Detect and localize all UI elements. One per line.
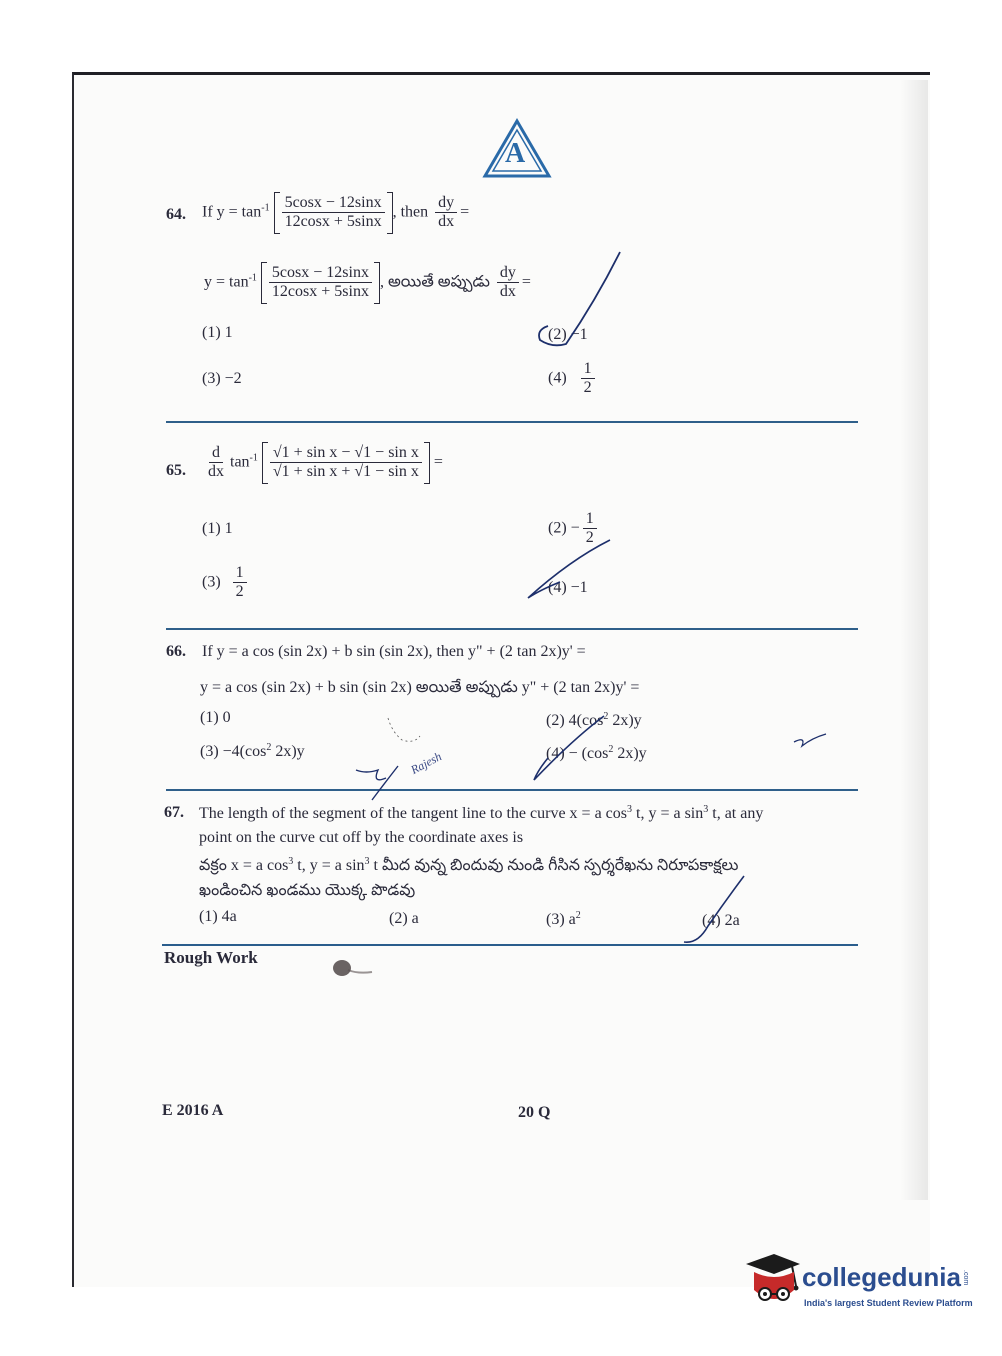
option-label: (3): [202, 573, 221, 591]
question-number: 66.: [166, 643, 186, 660]
denominator: 2: [585, 529, 594, 547]
handwritten-signature: Rajesh: [408, 749, 444, 777]
booklet-code: A: [505, 138, 526, 169]
superscript: 2: [603, 711, 609, 722]
rough-work-label: Rough Work: [164, 948, 258, 967]
text: , అయితే అప్పుడు: [379, 273, 490, 291]
denominator: dx: [499, 283, 516, 301]
numerator: 1: [581, 360, 595, 379]
numerator: 5cosx − 12sinx: [282, 194, 385, 213]
text: =: [460, 203, 470, 221]
text: The length of the segment of the tangent line to the curve x = a cos: [199, 805, 627, 822]
numerator: 5cosx − 12sinx: [269, 264, 372, 283]
superscript: 2: [608, 744, 614, 755]
superscript: 3: [364, 856, 370, 867]
option-4: (4) −1: [548, 579, 588, 596]
question-number: 64.: [166, 206, 186, 223]
option-2: (2) a: [389, 910, 419, 927]
page-number: 20 Q: [518, 1104, 551, 1121]
text: If y = tan: [202, 203, 262, 221]
superscript: 2: [266, 742, 272, 753]
text: =: [521, 273, 531, 291]
numerator: 1: [583, 510, 597, 529]
mascot-icon: [740, 1250, 804, 1316]
numerator: dy: [497, 264, 519, 283]
collegedunia-watermark: [740, 1250, 980, 1320]
denominator: 2: [583, 379, 592, 397]
numerator: √1 + sin x − √1 − sin x: [270, 444, 422, 463]
numerator: 1: [233, 564, 247, 583]
text: y = tan: [204, 273, 249, 291]
option-1: (1) 1: [202, 520, 233, 537]
text: 2x)y: [271, 743, 305, 760]
text: =: [433, 453, 443, 471]
superscript: -1: [248, 272, 257, 284]
text: వక్రం x = a cos: [199, 857, 289, 874]
numerator: d: [209, 444, 223, 463]
text: (3) −4(cos: [200, 743, 267, 760]
denominator: 12cosx + 5sinx: [284, 213, 382, 231]
brand-domain: .com: [962, 1270, 969, 1286]
option-4: (4) 2a: [702, 912, 740, 929]
denominator: dx: [208, 463, 224, 481]
option-label: (4): [548, 369, 567, 387]
text: t, at any: [708, 805, 764, 822]
question-66-english: If y = a cos (sin 2x) + b sin (sin 2x), then y" + (2 tan 2x)y' =: [202, 643, 586, 660]
superscript: 3: [627, 804, 632, 815]
superscript: 2: [575, 910, 581, 921]
denominator: 2: [235, 583, 244, 601]
option-1: (1) 4a: [199, 908, 237, 925]
option-3: (3) −2: [202, 370, 242, 387]
text: tan: [230, 453, 250, 471]
text: (3) a: [546, 911, 576, 928]
question-66-telugu: y = a cos (sin 2x) + b sin (sin 2x) అయితే అప్పుడు y" + (2 tan 2x)y' =: [200, 679, 640, 696]
superscript: 3: [288, 856, 294, 867]
brand-name: collegedunia: [802, 1262, 961, 1292]
text: , then: [392, 203, 429, 221]
denominator: dx: [438, 213, 455, 231]
denominator: 12cosx + 5sinx: [271, 283, 369, 301]
superscript: -1: [249, 452, 258, 464]
superscript: -1: [261, 202, 270, 214]
text: 2x)y: [613, 745, 647, 762]
superscript: 3: [703, 804, 709, 815]
option-1: (1) 1: [202, 324, 233, 341]
text: 2x)y: [608, 712, 642, 729]
option-label: (2) −: [548, 519, 580, 537]
denominator: √1 + sin x + √1 − sin x: [272, 463, 419, 481]
option-2: (2) −1: [548, 326, 588, 343]
question-67-telugu-line2: ఖండించిన ఖండము యొక్క పొడవు: [199, 882, 416, 899]
text: (4) − (cos: [546, 745, 609, 762]
text: t, y = a sin: [632, 805, 704, 822]
numerator: dy: [435, 194, 457, 213]
question-67-english-line2: point on the curve cut off by the coordinate axes is: [199, 829, 524, 846]
question-number: 67.: [164, 804, 184, 821]
booklet-code-footer: E 2016 A: [162, 1102, 224, 1119]
option-1: (1) 0: [200, 709, 231, 726]
text: t మీద వున్న బిందువు నుండి గీసిన స్పర్శరేఖను నిరూపకాక్షలు: [369, 857, 739, 874]
text: (2) 4(cos: [546, 712, 604, 729]
brand-tagline: India's largest Student Review Platform: [804, 1298, 973, 1308]
question-number: 65.: [166, 462, 186, 479]
text: t, y = a sin: [293, 857, 365, 874]
